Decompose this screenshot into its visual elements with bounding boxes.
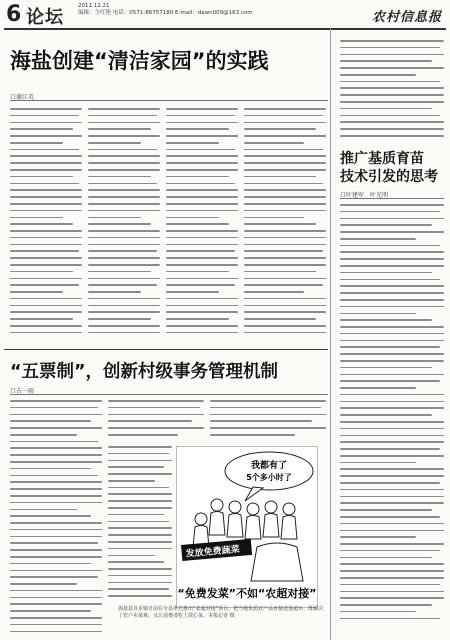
vegetable-heap — [251, 543, 303, 581]
cartoon-title: “免费发菜”不如“农超对接” — [177, 587, 317, 600]
section-title: 论坛 — [26, 7, 64, 28]
main-article-column-4 — [244, 108, 326, 348]
sign-text: 发放免费蔬菜 — [185, 544, 241, 560]
side-headline-line-1: 推广基质育苗 — [340, 151, 424, 167]
second-article-spacer — [320, 446, 328, 456]
header-meta — [78, 3, 253, 17]
main-article-column-2 — [88, 108, 160, 348]
newspaper-masthead: 农村信息报 — [371, 10, 442, 25]
speech-bubble-tail — [245, 487, 263, 501]
page-number: 6 — [6, 2, 22, 27]
second-article-column-2 — [108, 400, 204, 442]
side-byline-rule — [340, 198, 444, 199]
cartoon-drawing — [177, 447, 317, 607]
header-rule — [4, 28, 446, 30]
page-header — [0, 0, 450, 28]
cartoon-illustration — [176, 446, 318, 608]
side-byline: 口叶建军 叶光明 — [340, 192, 389, 199]
main-article-column-1 — [10, 108, 82, 348]
cartoon-caption-text: 海盐县百步镇日前在全县率先推出“农超对接”项目，把当地优质农产品直接送进超市，既解决了农户卖菜难，又让消费者吃上放心菜。本报记者 摄 — [118, 606, 324, 619]
issue-date: 2011.12.21 — [78, 3, 110, 9]
column-divider — [330, 28, 331, 640]
side-headline-line-2: 技术引发的思考 — [340, 169, 438, 185]
phone-number: 电话：0571-86757180 — [112, 10, 174, 16]
side-article-top-text — [340, 40, 444, 140]
second-article-column-2-lower — [108, 446, 172, 604]
email-address: E-mail：dawn009@163.com — [175, 10, 253, 16]
second-article-column-1 — [10, 400, 102, 638]
bubble-text-bottom: 5个多小时了 — [246, 473, 292, 482]
speech-bubble — [225, 452, 313, 490]
main-byline: 口谢江英 — [10, 94, 35, 101]
main-article-column-3 — [166, 108, 238, 348]
second-byline: 口占一雨 — [10, 388, 35, 395]
second-article-column-3 — [210, 400, 326, 442]
second-headline: “五票制”，创新村级事务管理机制 — [10, 362, 279, 382]
second-byline-rule — [10, 394, 328, 395]
section-rule — [4, 349, 328, 350]
side-article-text — [340, 204, 444, 638]
main-byline-rule — [10, 100, 328, 101]
bubble-text-top: 我都有了 — [250, 461, 288, 471]
main-headline: 海盐创建“清洁家园”的实践 — [10, 49, 269, 73]
cartoon-caption — [118, 606, 328, 619]
editor-name: 编辑：仝红艳 — [78, 10, 112, 16]
